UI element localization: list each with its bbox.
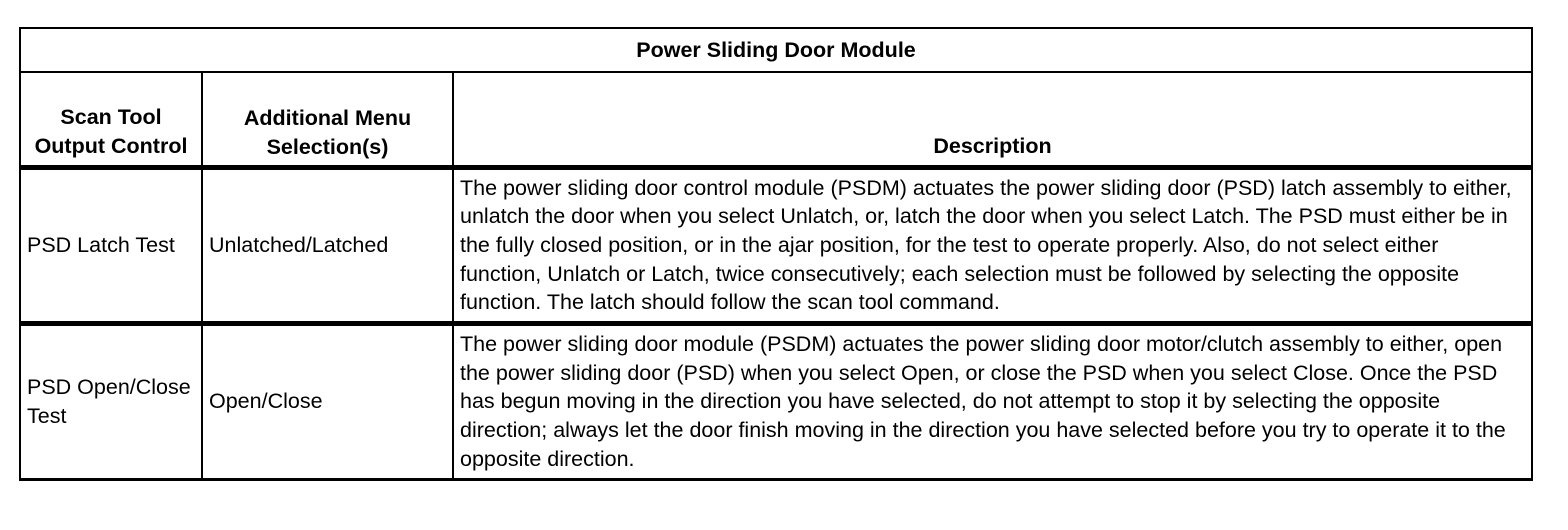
- table-row: [20, 167, 1532, 324]
- table-row: [20, 324, 1532, 480]
- description-cell: The power sliding door control module (PSDM) actuates the power sliding door (PSD) latch assembly to either, unlatch the door when you select Unlatch, or, latch the door when you select Latch. The PSD must either be in the fully closed position, or in the ajar position, for the test to operate properly. Also, do not select either function, Unlatch or Latch, twice consecutively; each selection must be followed by selecting the opposite function. The latch should follow the scan tool command.: [453, 167, 1532, 324]
- output-control-cell: PSD Open/Close Test: [20, 324, 202, 480]
- menu-selection-cell: Unlatched/Latched: [202, 167, 453, 324]
- menu-selection-cell: Open/Close: [202, 324, 453, 480]
- description-cell: The power sliding door module (PSDM) actuates the power sliding door motor/clutch assembly to either, open the power sliding door (PSD) when you select Open, or close the PSD when you select Close. Once the PSD has begun moving in the direction you have selected, do not attempt to stop it by selecting the opposite direction; always let the door finish moving in the direction you have selected before you try to operate it to the opposite direction.: [453, 324, 1532, 480]
- column-header-description: Description: [453, 72, 1532, 167]
- table-header-row: [20, 72, 1532, 167]
- column-header-output-control: Scan Tool Output Control: [20, 72, 202, 167]
- table-title-row: [20, 28, 1532, 72]
- column-header-menu-selection: Additional Menu Selection(s): [202, 72, 453, 167]
- psdm-output-control-table: [19, 27, 1533, 481]
- table-title: Power Sliding Door Module: [20, 28, 1532, 72]
- output-control-cell: PSD Latch Test: [20, 167, 202, 324]
